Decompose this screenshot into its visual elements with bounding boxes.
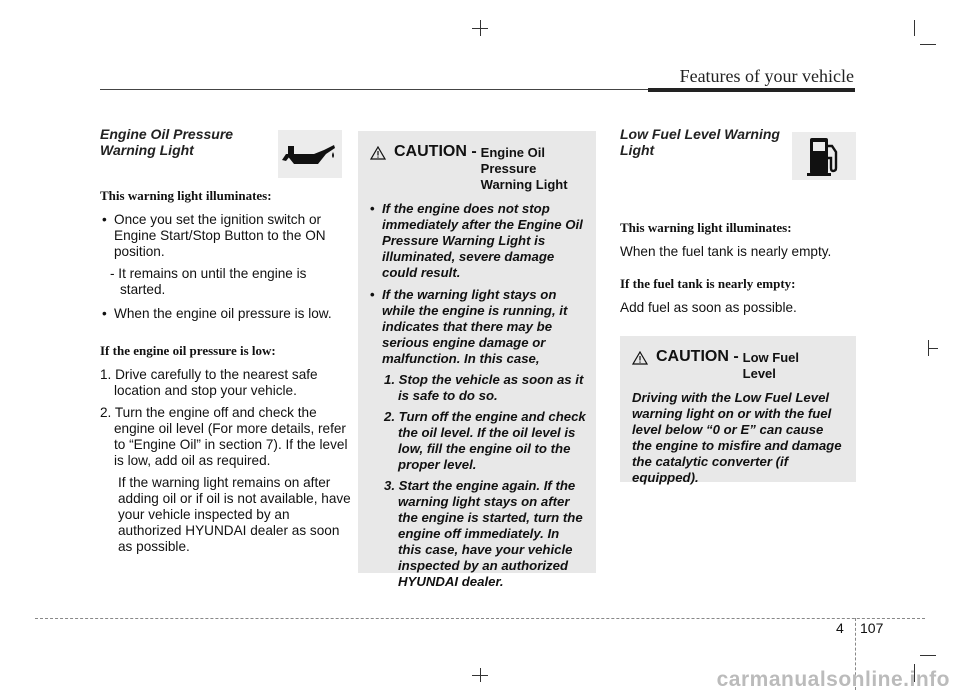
section-title: Low Fuel Level Warning Light xyxy=(620,126,780,158)
empty-text: Add fuel as soon as possible. xyxy=(620,300,797,315)
sub-item: - It remains on until the engine is started. xyxy=(110,266,307,297)
watermark: carmanualsonline.info xyxy=(716,668,950,691)
fuel-caution-box xyxy=(620,336,856,485)
caution-step: 3. Start the engine again. If the warning light stays on after the engine is started, turn the engine off immediately. In this case, have your vehicle inspected by an authorized HYUNDAI dealer. xyxy=(384,478,583,589)
step-note: If the warning light remains on after adding oil or if oil is not available, have your vehicle inspected by an authorized HYUNDAI dealer as soon as possible. xyxy=(118,475,351,554)
empty-heading: If the fuel tank is nearly empty: xyxy=(620,276,796,291)
oil-can-icon xyxy=(278,130,342,178)
step-item: 2. Turn the engine off and check the engine oil level (For more details, refer to “Engine Oil” in section 7). If the level is low, add oil as required. xyxy=(100,405,348,468)
fuel-pump-icon xyxy=(792,132,856,180)
running-header: Features of your vehicle xyxy=(679,66,854,86)
caution-item: • If the engine does not stop immediately after the Engine Oil Pressure Warning Light is illuminated, severe damage could result. xyxy=(370,201,586,281)
crop-mark xyxy=(920,655,936,656)
caution-step: 1. Stop the vehicle as soon as it is safe to do so. xyxy=(384,372,584,403)
illuminates-heading: This warning light illuminates: xyxy=(100,188,272,203)
list-item: • Once you set the ignition switch or Engine Start/Stop Button to the ON position. xyxy=(100,212,352,260)
low-fuel-section xyxy=(620,126,856,485)
header-bar xyxy=(648,88,855,92)
caution-subject: Engine Oil Pressure Warning Light xyxy=(480,145,568,192)
crop-mark xyxy=(928,348,938,349)
oil-caution-box xyxy=(358,131,596,589)
caution-text: Driving with the Low Fuel Level warning light on or with the fuel level below “0 or E” can cause the engine to misfire and damage the catalytic converter (if equipped). xyxy=(632,390,842,485)
crop-mark xyxy=(914,20,915,36)
warning-triangle-icon xyxy=(370,146,386,160)
list-item: • When the engine oil pressure is low. xyxy=(100,306,352,322)
illuminates-text: When the fuel tank is nearly empty. xyxy=(620,244,832,259)
caution-step: 2. Turn off the engine and check the oil level. If the oil level is low, fill the engine oil to the proper level. xyxy=(384,409,586,472)
section-number: 4 xyxy=(836,620,844,636)
oil-pressure-section xyxy=(100,126,352,555)
footer-rule xyxy=(35,618,925,619)
page-number: 107 xyxy=(860,620,884,636)
step-item: 1. Drive carefully to the nearest safe location and stop your vehicle. xyxy=(100,367,318,398)
caution-subject: Low Fuel Level xyxy=(742,350,799,381)
caution-item: • If the warning light stays on while the engine is running, it indicates that there may be serious engine damage or malfunction. In this case, xyxy=(370,287,586,367)
warning-triangle-icon xyxy=(632,351,648,365)
low-pressure-heading: If the engine oil pressure is low: xyxy=(100,343,276,358)
crop-mark xyxy=(472,675,488,676)
caution-label: CAUTION - xyxy=(394,143,477,160)
oil-pressure-icon-box xyxy=(278,130,342,178)
crop-mark xyxy=(920,44,936,45)
caution-label: CAUTION - xyxy=(656,348,739,365)
section-title: Engine Oil Pressure Warning Light xyxy=(100,126,234,158)
low-fuel-icon-box xyxy=(792,132,856,180)
crop-mark xyxy=(472,28,488,29)
illuminates-heading: This warning light illuminates: xyxy=(620,220,792,235)
